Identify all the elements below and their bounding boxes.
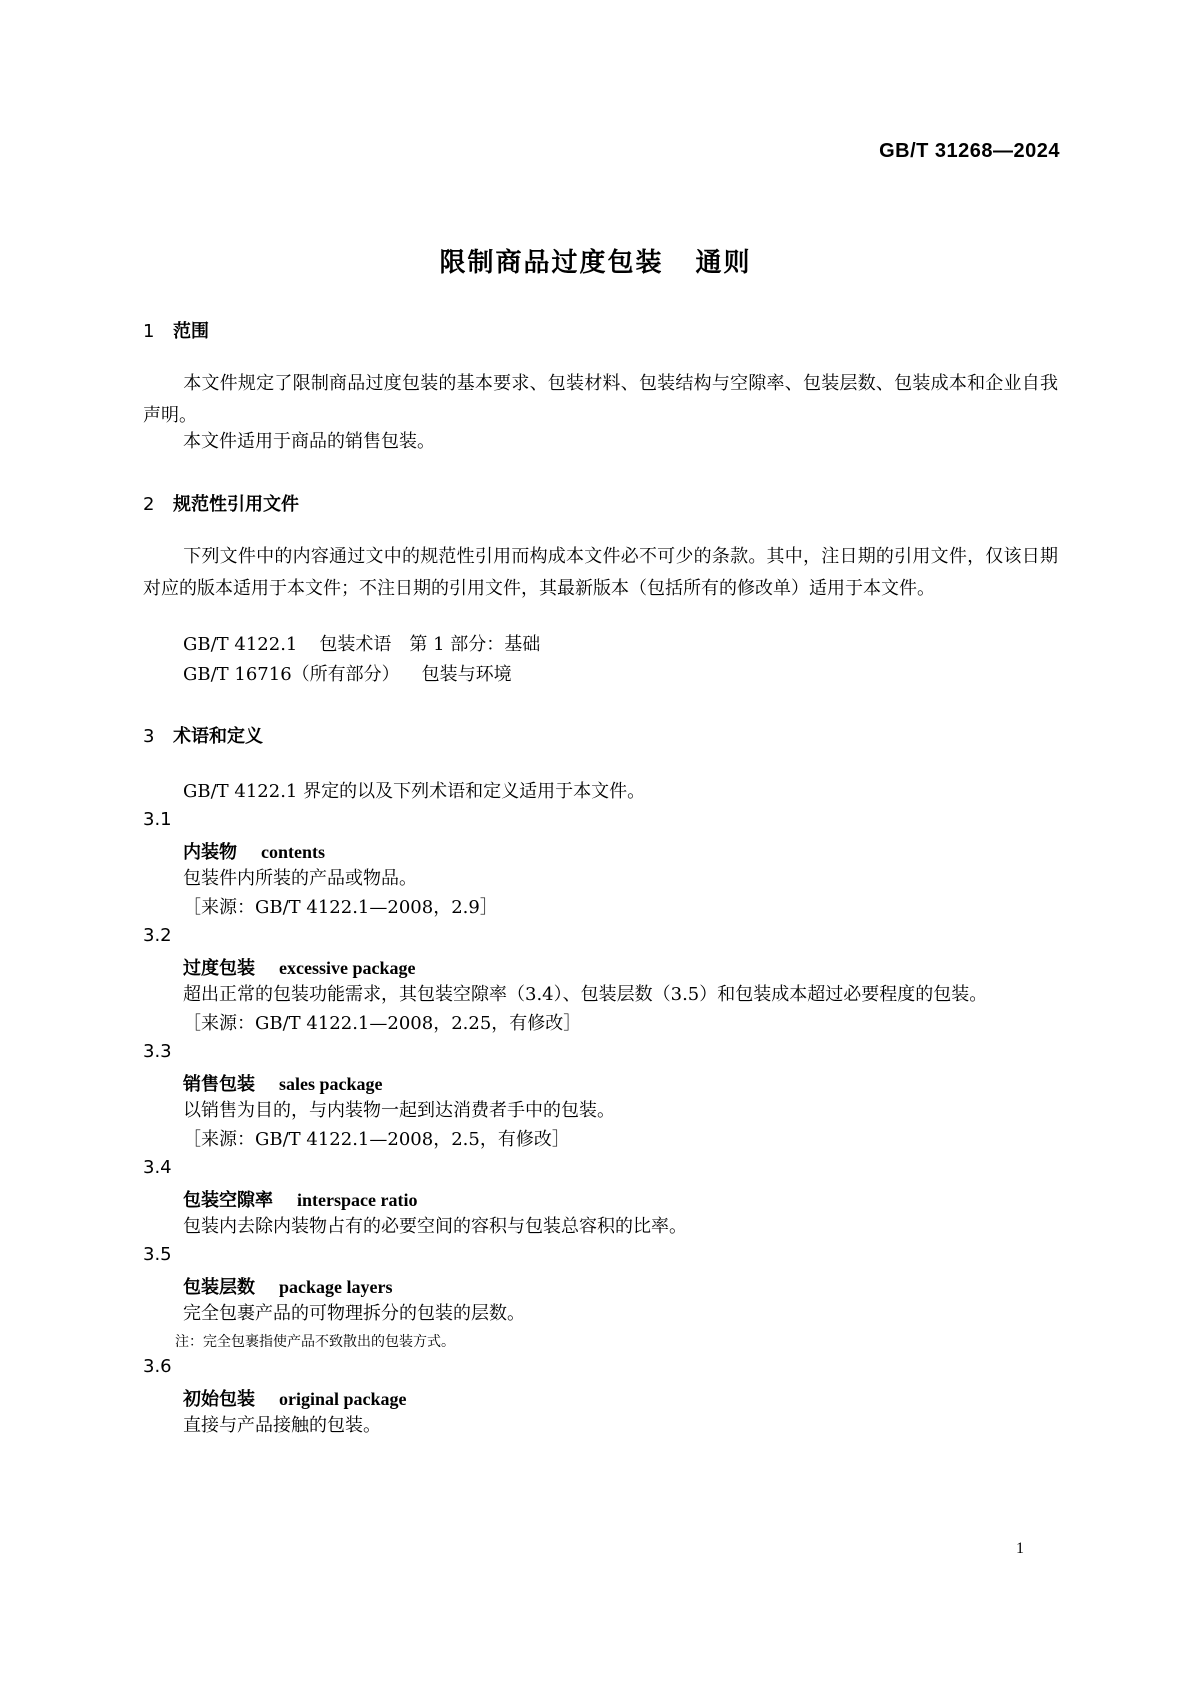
section-number: 3 bbox=[143, 726, 155, 747]
section-1-paragraph-1 bbox=[143, 368, 1058, 432]
section-3-intro: GB/T 4122.1 界定的以及下列术语和定义适用于本文件。 bbox=[183, 781, 646, 802]
reference-code: GB/T 16716（所有部分） bbox=[183, 664, 400, 685]
term-en: interspace ratio bbox=[297, 1190, 418, 1210]
section-1-heading bbox=[143, 317, 209, 343]
reference-title: 包装与环境 bbox=[421, 664, 512, 685]
term-definition: 完全包裹产品的可物理拆分的包装的层数。 bbox=[183, 1303, 525, 1324]
term-number: 3.1 bbox=[143, 809, 172, 830]
document-title bbox=[0, 242, 1191, 279]
term-number: 3.5 bbox=[143, 1244, 172, 1265]
term-title bbox=[183, 1070, 383, 1096]
term-zh: 初始包装 bbox=[183, 1389, 255, 1410]
section-2-paragraph-1 bbox=[143, 541, 1058, 605]
term-title bbox=[183, 838, 325, 864]
term-number: 3.2 bbox=[143, 925, 172, 946]
term-en: original package bbox=[279, 1389, 407, 1409]
reference-item bbox=[183, 633, 540, 657]
term-source: ［来源：GB/T 4122.1—2008，2.25，有修改］ bbox=[183, 1013, 582, 1034]
term-title bbox=[183, 1273, 392, 1299]
section-title: 范围 bbox=[173, 321, 209, 342]
term-source: ［来源：GB/T 4122.1—2008，2.5，有修改］ bbox=[183, 1129, 570, 1150]
reference-title: 包装术语 第 1 部分：基础 bbox=[319, 634, 541, 655]
term-en: contents bbox=[261, 842, 325, 862]
term-number: 3.6 bbox=[143, 1356, 172, 1377]
reference-code: GB/T 4122.1 bbox=[183, 634, 298, 655]
term-definition: 超出正常的包装功能需求，其包装空隙率（3.4）、包装层数（3.5）和包装成本超过必要程度的包装。 bbox=[183, 984, 988, 1005]
term-en: sales package bbox=[279, 1074, 383, 1094]
page-number: 1 bbox=[1016, 1540, 1024, 1557]
section-2-heading bbox=[143, 490, 299, 516]
term-zh: 包装空隙率 bbox=[183, 1190, 273, 1211]
title-main: 限制商品过度包装 bbox=[439, 248, 664, 278]
term-title bbox=[183, 1385, 407, 1411]
term-en: package layers bbox=[279, 1277, 393, 1297]
term-source: ［来源：GB/T 4122.1—2008，2.9］ bbox=[183, 897, 498, 918]
term-number: 3.4 bbox=[143, 1157, 172, 1178]
term-definition: 包装内去除内装物占有的必要空间的容积与包装总容积的比率。 bbox=[183, 1216, 687, 1237]
section-number: 1 bbox=[143, 321, 155, 342]
section-number: 2 bbox=[143, 494, 155, 515]
title-sub: 通则 bbox=[695, 248, 752, 278]
standard-code: GB/T 31268—2024 bbox=[879, 140, 1060, 162]
section-title: 规范性引用文件 bbox=[173, 494, 299, 515]
section-1-paragraph-2: 本文件适用于商品的销售包装。 bbox=[183, 431, 435, 452]
section-title: 术语和定义 bbox=[173, 726, 263, 747]
term-number: 3.3 bbox=[143, 1041, 172, 1062]
term-zh: 包装层数 bbox=[183, 1277, 255, 1298]
term-zh: 销售包装 bbox=[183, 1074, 255, 1095]
term-zh: 过度包装 bbox=[183, 958, 255, 979]
term-title bbox=[183, 1186, 417, 1212]
term-zh: 内装物 bbox=[183, 842, 237, 863]
reference-item bbox=[183, 663, 512, 687]
term-definition: 包装件内所装的产品或物品。 bbox=[183, 868, 417, 889]
term-definition: 直接与产品接触的包装。 bbox=[183, 1415, 381, 1436]
term-en: excessive package bbox=[279, 958, 416, 978]
section-3-heading bbox=[143, 722, 263, 748]
term-note: 注：完全包裹指使产品不致散出的包装方式。 bbox=[175, 1334, 455, 1350]
paragraph-text: 本文件规定了限制商品过度包装的基本要求、包装材料、包装结构与空隙率、包装层数、包装成本和企业自我声明。 bbox=[143, 373, 1058, 426]
term-title bbox=[183, 954, 415, 980]
term-definition: 以销售为目的，与内装物一起到达消费者手中的包装。 bbox=[183, 1100, 615, 1121]
paragraph-text: 下列文件中的内容通过文中的规范性引用而构成本文件必不可少的条款。其中，注日期的引用文件，仅该日期对应的版本适用于本文件；不注日期的引用文件，其最新版本（包括所有的修改单）适用于本文件。 bbox=[143, 546, 1058, 599]
